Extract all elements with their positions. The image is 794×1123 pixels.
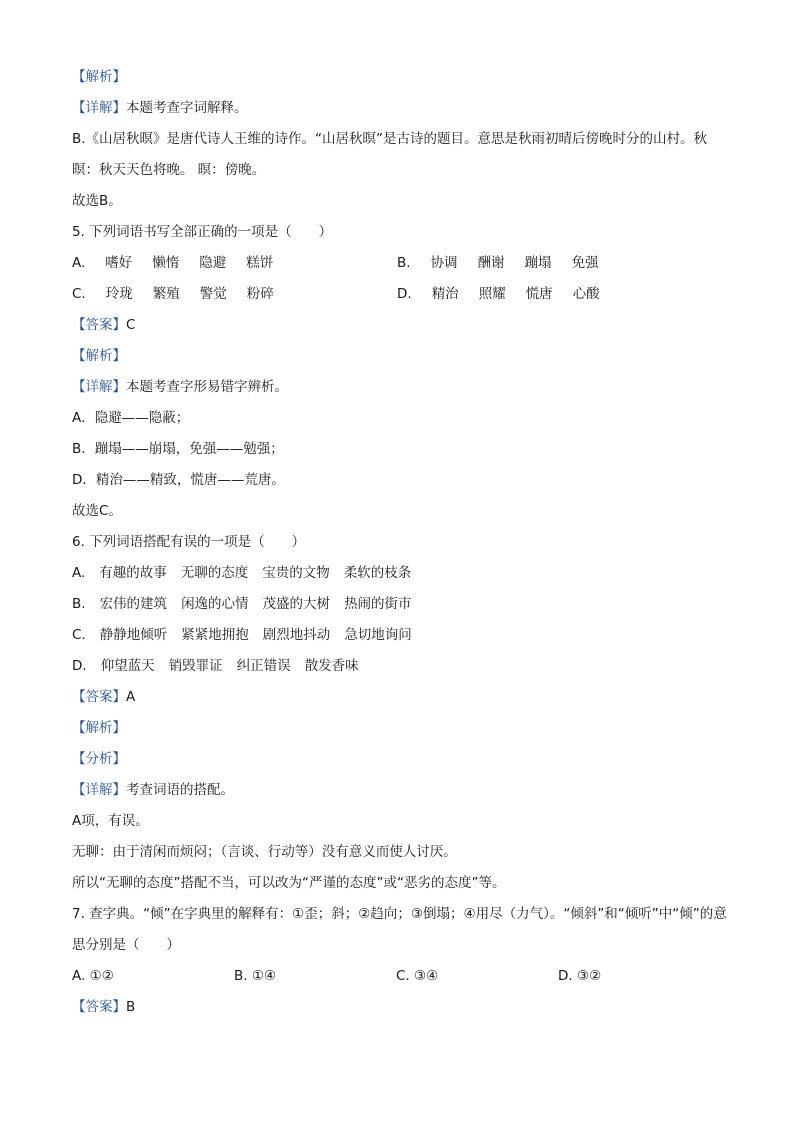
paragraph-line: [72, 310, 732, 341]
paragraph-line: 6. 下列词语搭配有误的一项是（ ）: [72, 534, 306, 550]
paragraph-line: [72, 713, 732, 744]
option-label: D.: [558, 968, 573, 984]
option: [558, 961, 720, 992]
option: [72, 279, 397, 310]
option-word: 纠正错误: [236, 658, 291, 674]
option-word: 隐避: [199, 255, 227, 271]
paragraph-line: D．精治——精致，慌唐——荒唐。: [72, 472, 285, 488]
paragraph-line: [72, 93, 732, 124]
section-tag: 【详解】: [72, 782, 126, 798]
option-label: D.: [72, 658, 87, 674]
option-row: [72, 651, 732, 682]
document-page: [72, 62, 732, 1023]
option-word: 柔软的枝条: [343, 565, 412, 581]
paragraph-text: A: [126, 689, 136, 705]
option: [396, 961, 558, 992]
section-tag: 【答案】: [72, 999, 126, 1015]
option-label: B.: [397, 255, 411, 271]
paragraph-block: B.《山居秋暝》是唐代诗人王维的诗作。“山居秋暝”是古诗的题目。意思是秋雨初晴后傍晚时分的山村。秋暝：秋天天色将晚。 暝：傍晚。: [72, 131, 708, 178]
option-value: ③②: [576, 968, 602, 984]
paragraph-line: [72, 372, 732, 403]
option-word: 无聊的态度: [180, 565, 249, 581]
option: [397, 279, 722, 310]
option-word: 急切地询问: [344, 627, 412, 643]
option-word: 有趣的故事: [99, 565, 167, 581]
option-label: B.: [234, 968, 248, 984]
option-label: D.: [397, 286, 412, 302]
option-value: ①④: [251, 968, 277, 984]
option-word: 宏伟的建筑: [99, 596, 168, 612]
option-word: 蹦塌: [524, 255, 552, 271]
section-tag: 【答案】: [72, 689, 126, 705]
paragraph-line: [72, 744, 732, 775]
option-label: C.: [396, 968, 410, 984]
option-word: 热闹的街市: [344, 596, 412, 612]
option-row: [72, 279, 732, 310]
paragraph-line: [72, 62, 732, 93]
paragraph-text: 本题考查字词解释。: [126, 100, 248, 116]
option: [72, 961, 234, 992]
option-word: 粉碎: [246, 286, 274, 302]
paragraph-line: [72, 682, 732, 713]
paragraph-line: 所以“无聊的态度”搭配不当，可以改为“严谨的态度”或“恶劣的态度”等。: [72, 875, 506, 891]
section-tag: 【分析】: [72, 751, 126, 767]
paragraph-line: 5. 下列词语书写全部正确的一项是（ ）: [72, 224, 333, 240]
option-word: 精治: [431, 286, 459, 302]
option-row: [72, 248, 732, 279]
paragraph-line: [72, 992, 732, 1023]
option: [397, 248, 722, 279]
paragraph-line: A．隐避——隐蔽；: [72, 410, 190, 426]
option-word: 玲珑: [105, 286, 133, 302]
section-tag: 【详解】: [72, 100, 126, 116]
option-word: 协调: [430, 255, 458, 271]
paragraph-text: B: [126, 999, 136, 1015]
paragraph-text: 考查词语的搭配。: [126, 782, 234, 798]
option-word: 销毁罪证: [168, 658, 223, 674]
paragraph-line: 故选B。: [72, 193, 122, 209]
option-label: C.: [72, 627, 86, 643]
paragraph-line: 无聊：由于清闲而烦闷；（言谈、行动等）没有意义而使人讨厌。: [72, 844, 457, 860]
option-row: [72, 620, 732, 651]
option-word: 慌唐: [525, 286, 553, 302]
option-word: 剧烈地抖动: [262, 627, 331, 643]
option-word: 繁殖: [152, 286, 180, 302]
option-word: 仰望蓝天: [100, 658, 155, 674]
option-word: 嗜好: [105, 255, 133, 271]
section-tag: 【解析】: [72, 69, 126, 85]
paragraph-text: 本题考查字形易错字辨析。: [126, 379, 288, 395]
option: [72, 248, 397, 279]
option-word: 闲逸的心情: [181, 596, 249, 612]
option-word: 紧紧地拥抱: [181, 627, 249, 643]
option-word: 静静地倾听: [99, 627, 168, 643]
paragraph-block: 7. 查字典。“倾”在字典里的解释有：①歪；斜；②趋向；③倒塌；④用尽（力气）。“倾斜”和“倾听”中“倾”的意思分别是（ ）: [72, 906, 727, 953]
paragraph-line: [72, 775, 732, 806]
option-row: [72, 558, 732, 589]
section-tag: 【答案】: [72, 317, 126, 333]
paragraph-line: B．蹦塌——崩塌，免强——勉强；: [72, 441, 284, 457]
option-word: 茂盛的大树: [262, 596, 331, 612]
paragraph-line: 故选C。: [72, 503, 122, 519]
option-word: 免强: [571, 255, 599, 271]
paragraph-text: C: [126, 317, 136, 333]
section-tag: 【解析】: [72, 720, 126, 736]
option-value: ③④: [414, 968, 439, 984]
option-label: B.: [72, 596, 86, 612]
option-word: 散发香味: [304, 658, 359, 674]
section-tag: 【解析】: [72, 348, 126, 364]
option-word: 懒惰: [152, 255, 180, 271]
option-label: C.: [72, 286, 86, 302]
paragraph-line: [72, 341, 732, 372]
option-word: 宝贵的文物: [262, 565, 330, 581]
option-row: [72, 589, 732, 620]
paragraph-line: A项，有误。: [72, 813, 149, 829]
option-label: A.: [72, 565, 86, 581]
option-word: 心酸: [572, 286, 600, 302]
option-word: 照耀: [478, 286, 506, 302]
option: [234, 961, 396, 992]
option-word: 糕饼: [246, 255, 274, 271]
option-word: 警觉: [199, 286, 227, 302]
option-value: ①②: [89, 968, 114, 984]
option-row: [72, 961, 732, 992]
option-label: A.: [72, 968, 86, 984]
option-word: 酬谢: [477, 255, 505, 271]
section-tag: 【详解】: [72, 379, 126, 395]
option-label: A.: [72, 255, 86, 271]
